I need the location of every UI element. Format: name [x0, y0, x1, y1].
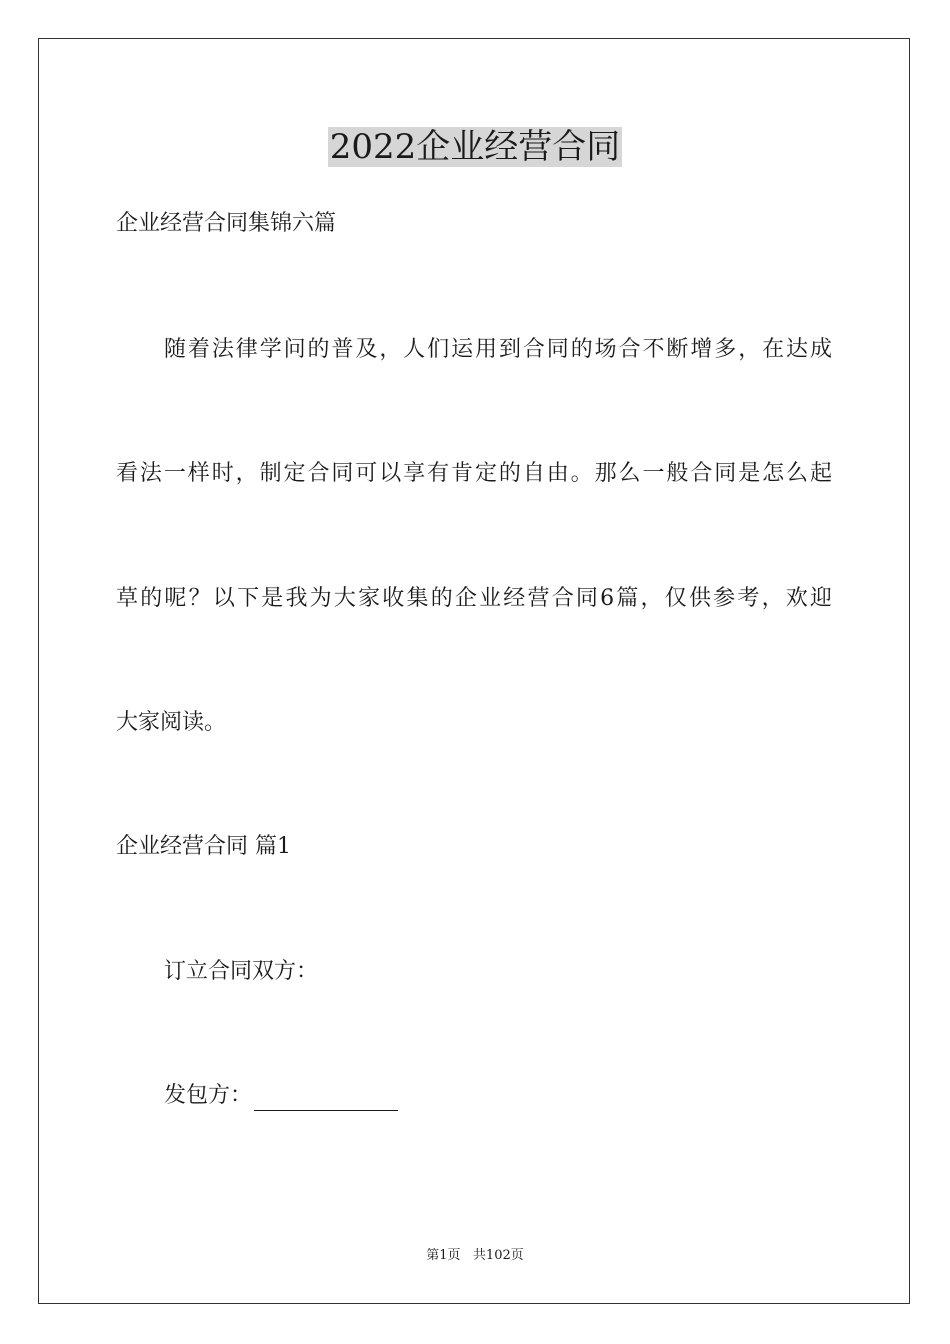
section-heading: 企业经营合同 篇1: [116, 834, 291, 859]
document-title-text: 2022企业经营合同: [329, 127, 621, 167]
intro-line-3: 草的呢？以下是我为大家收集的企业经营合同6篇，仅供参考，欢迎: [116, 586, 832, 611]
contractor-label: 发包方：: [164, 1083, 253, 1108]
page-footer: 第1页 共102页: [426, 1248, 524, 1263]
contractor-line: [164, 1081, 398, 1111]
intro-line-1: 随着法律学问的普及，人们运用到合同的场合不断增多，在达成: [164, 337, 832, 362]
document-title: [0, 126, 950, 168]
document-subtitle: 企业经营合同集锦六篇: [116, 211, 337, 236]
intro-line-4: 大家阅读。: [116, 710, 227, 735]
intro-line-2: 看法一样时，制定合同可以享有肯定的自由。那么一般合同是怎么起: [116, 461, 832, 486]
parties-label: 订立合同双方：: [164, 959, 319, 984]
contractor-blank-field: [254, 1088, 398, 1111]
